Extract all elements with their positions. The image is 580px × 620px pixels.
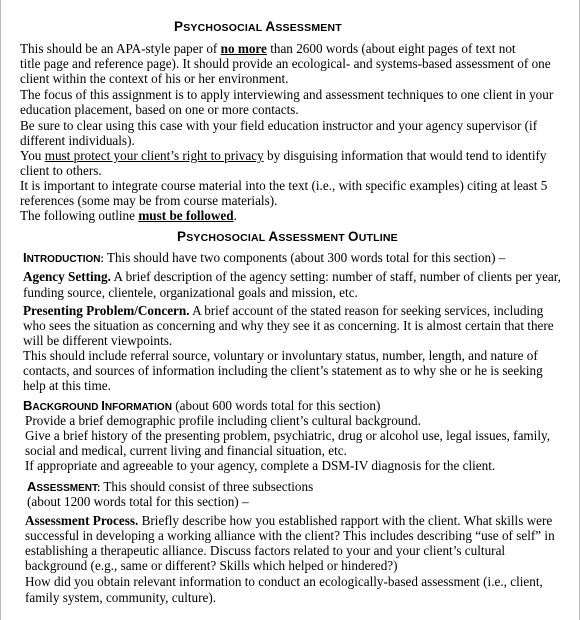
intro-line-10: It is important to integrate course material into the text (i.e., with specific examples) citing at least 5 [20,178,548,193]
intro-line-4: The focus of this assignment is to apply interviewing and assessment techniques to one client in your [20,87,554,102]
assessment-process-line-1: Assessment Process. Briefly describe how you established rapport with the client. What skills were [25,513,553,528]
presenting-problem-line-5: contacts, and sources of information including the client’s statement as to why she or he is seeking [23,363,543,378]
outline-title: PSYCHOSOCIAL ASSESSMENT OUTLINE [177,229,398,244]
assessment-process-line-2: successful in developing a working alliance with the client? This includes describing “use of self” in [25,528,555,543]
intro-line-2: title page and reference page). It should provide an ecological- and systems-based assessment of one [20,56,551,71]
agency-setting-line-1: Agency Setting. A brief description of the agency setting: number of staff, number of clients per year, [23,269,561,284]
assessment-process-line-4: background (e.g., same or different? Skills which helped or hindered?) [25,558,398,573]
background-line-2: Give a brief history of the presenting problem, psychiatric, drug or alcohol use, legal issues, family, [25,428,551,443]
section-heading-assessment: ASSESSMENT: This should consist of three subsections [27,479,314,494]
page-title: PSYCHOSOCIAL ASSESSMENT [174,19,342,34]
assessment-process-label: Assessment Process. [25,513,139,528]
assessment-heading-line-2: (about 1200 words total for this section) – [27,494,249,509]
presenting-problem-line-4: This should include referral source, voluntary or involuntary status, number, length, and nature of [23,348,538,363]
intro-line-11: references (some may be from course materials). [20,193,278,208]
background-line-3: social and medical, current living and financial situation, etc. [25,443,347,458]
intro-line-8: You must protect your client’s right to privacy by disguising information that would tend to identify [20,148,547,163]
background-line-1: Provide a brief demographic profile including client’s cultural background. [25,413,421,428]
emphasis-must-be-followed: must be followed [138,208,234,223]
emphasis-no-more: no more [220,41,267,56]
section-heading-introduction: INTRODUCTION: This should have two components (about 300 words total for this section) – [23,250,506,265]
presenting-problem-label: Presenting Problem/Concern. [23,303,190,318]
intro-line-9: client to others. [20,163,102,178]
assessment-process-line-6: family system, community, culture). [25,590,217,605]
presenting-problem-line-3: will be different viewpoints. [23,333,173,348]
intro-line-6: Be sure to clear using this case with your field education instructor and your agency supervisor (if [20,118,538,133]
intro-line-1: This should be an APA-style paper of no more than 2600 words (about eight pages of text not [20,41,516,56]
intro-line-7: different individuals). [20,133,135,148]
intro-line-12: The following outline must be followed. [20,208,237,223]
agency-setting-line-2: funding source, clientele, organizational goals and mission, etc. [23,285,358,300]
assessment-process-line-5: How did you obtain relevant information to conduct an ecologically-based assessment (i.e., client, [25,574,543,589]
presenting-problem-line-6: help at this time. [23,378,111,393]
presenting-problem-line-1: Presenting Problem/Concern. A brief account of the stated reason for seeking services, including [23,303,544,318]
assessment-process-line-3: establishing a therapeutic alliance. Discuss factors related to your and your client’s cultural [25,543,506,558]
agency-setting-label: Agency Setting. [23,269,111,284]
intro-line-3: client within the context of his or her environment. [20,71,289,86]
emphasis-privacy: must protect your client’s right to privacy [44,148,264,163]
background-line-4: If appropriate and agreeable to your agency, complete a DSM-IV diagnosis for the client. [25,458,496,473]
presenting-problem-line-2: who sees the situation as concerning and why they see it as concerning. It is almost certain that there [23,318,554,333]
section-heading-background: BACKGROUND INFORMATION (about 600 words total for this section) [23,398,381,413]
intro-line-5: education placement, based on one or more contacts. [20,102,299,117]
